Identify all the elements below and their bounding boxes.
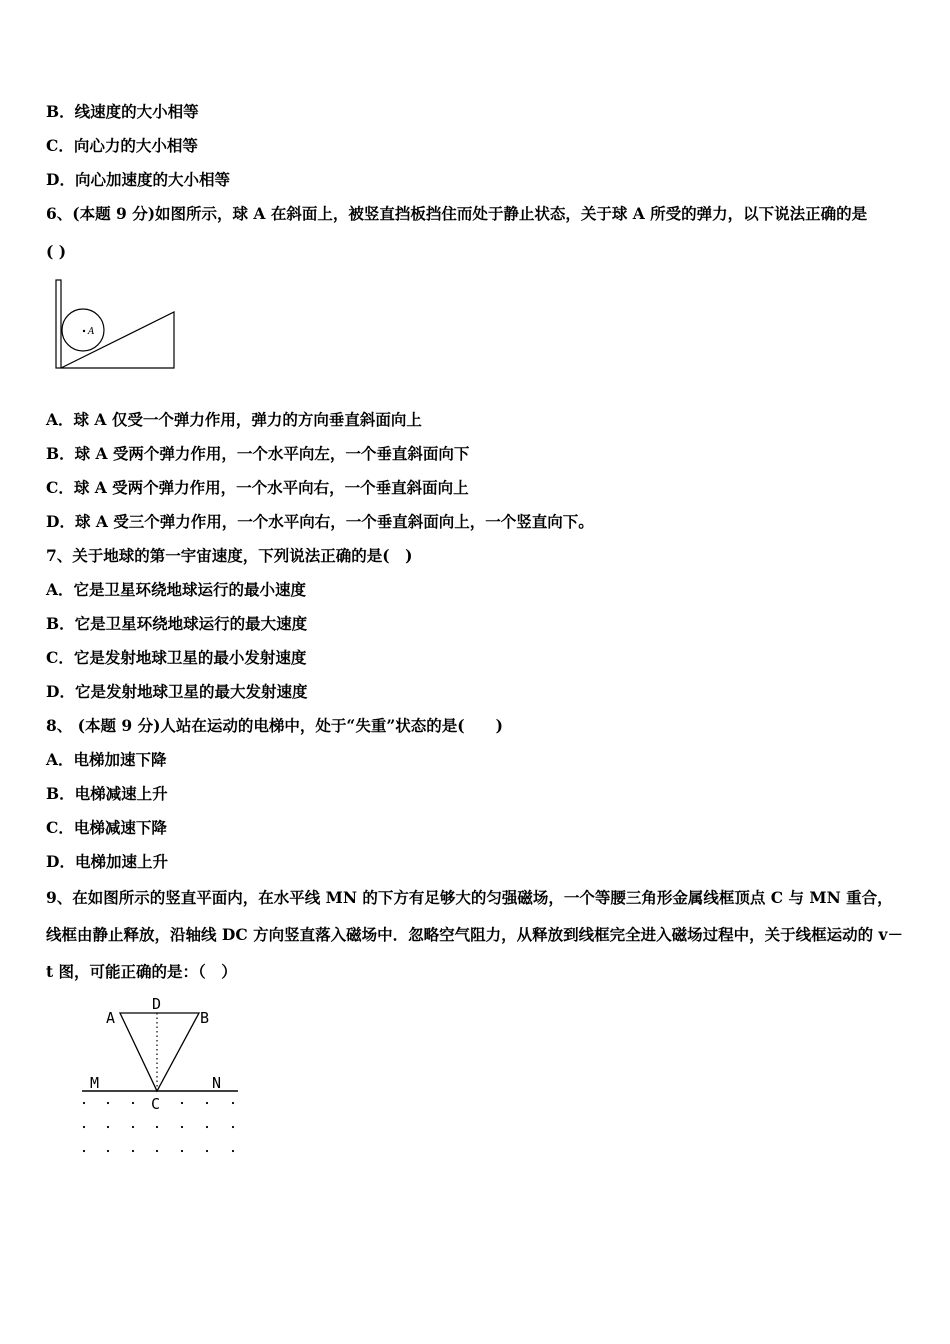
option-label: A． xyxy=(46,750,74,769)
option-label: D． xyxy=(46,852,75,871)
q8-option-a xyxy=(46,750,167,770)
option-label: D． xyxy=(46,170,75,189)
option-text: 它是发射地球卫星的最大发射速度 xyxy=(74,682,308,701)
label-b: B xyxy=(200,1009,210,1027)
ball-label: A xyxy=(88,327,95,337)
label-a: A xyxy=(106,1009,116,1027)
incline xyxy=(61,312,174,368)
option-text: 球 A 受三个弹力作用，一个水平向右，一个垂直斜面向上，一个竖直向下。 xyxy=(74,512,594,531)
option-label: A． xyxy=(46,410,74,429)
option-label: B． xyxy=(46,444,75,463)
q8-option-c xyxy=(46,818,167,838)
q6-option-a xyxy=(46,410,422,430)
option-label: C． xyxy=(46,648,74,667)
q6-option-b xyxy=(46,444,469,464)
option-text: 电梯减速下降 xyxy=(73,818,167,837)
option-label: C． xyxy=(46,478,74,497)
option-text: 电梯减速上升 xyxy=(74,784,168,803)
option-text: 线速度的大小相等 xyxy=(74,102,199,121)
option-label: D． xyxy=(46,512,75,531)
option-label: B． xyxy=(46,102,75,121)
q5-option-b xyxy=(46,102,199,122)
label-n: N xyxy=(212,1074,222,1092)
option-label: B． xyxy=(46,614,75,633)
vertical-board xyxy=(56,280,61,368)
label-c: C xyxy=(151,1095,161,1113)
option-text: 球 A 受两个弹力作用，一个水平向右，一个垂直斜面向上 xyxy=(73,478,469,497)
q7-option-a xyxy=(46,580,306,600)
q6-option-c xyxy=(46,478,469,498)
option-label: C． xyxy=(46,136,74,155)
option-text: 电梯加速上升 xyxy=(74,852,168,871)
q8-stem: 8、 (本题 9 分)人站在运动的电梯中，处于“失重”状态的是( ) xyxy=(46,716,503,735)
q7-option-d xyxy=(46,682,307,702)
q6-figure xyxy=(52,278,182,373)
triangle-frame xyxy=(120,1013,199,1091)
option-text: 它是发射地球卫星的最小发射速度 xyxy=(73,648,307,667)
q7-stem: 7、关于地球的第一宇宙速度，下列说法正确的是( ) xyxy=(46,546,413,565)
option-label: D． xyxy=(46,682,75,701)
q8-option-d xyxy=(46,852,168,872)
option-text: 电梯加速下降 xyxy=(73,750,167,769)
q7-option-c xyxy=(46,648,306,668)
option-text: 它是卫星环绕地球运行的最大速度 xyxy=(74,614,308,633)
q9-stem: 9、在如图所示的竖直平面内，在水平线 MN 的下方有足够大的匀强磁场，一个等腰三角形金属线框顶点 C 与 MN 重合，线框由静止释放，沿轴线 DC 方向竖直落入磁场中．忽略空气阻力，从释放到线框完全进入磁场过程中，关于线框运动的 v－t 图，可能正确的是：（ ） xyxy=(46,888,903,981)
option-text: 向心力的大小相等 xyxy=(73,136,198,155)
q5-option-c xyxy=(46,136,198,156)
q9-figure xyxy=(76,994,246,1159)
q6-option-d xyxy=(46,512,594,532)
option-text: 球 A 受两个弹力作用，一个水平向左，一个垂直斜面向下 xyxy=(74,444,470,463)
option-text: 向心加速度的大小相等 xyxy=(74,170,230,189)
q8-option-b xyxy=(46,784,168,804)
ball xyxy=(62,309,104,351)
q6-paren: ( ) xyxy=(46,242,67,261)
option-label: B． xyxy=(46,784,75,803)
option-label: A． xyxy=(46,580,74,599)
q5-option-d xyxy=(46,170,230,190)
label-m: M xyxy=(90,1074,100,1092)
label-d: D xyxy=(152,995,162,1013)
q7-option-b xyxy=(46,614,307,634)
option-text: 球 A 仅受一个弹力作用，弹力的方向垂直斜面向上 xyxy=(73,410,422,429)
q6-stem: 6、(本题 9 分)如图所示，球 A 在斜面上，被竖直挡板挡住而处于静止状态，关于球 A 所受的弹力，以下说法正确的是 xyxy=(46,204,868,223)
ball-center xyxy=(83,330,85,332)
option-text: 它是卫星环绕地球运行的最小速度 xyxy=(73,580,307,599)
option-label: C． xyxy=(46,818,74,837)
